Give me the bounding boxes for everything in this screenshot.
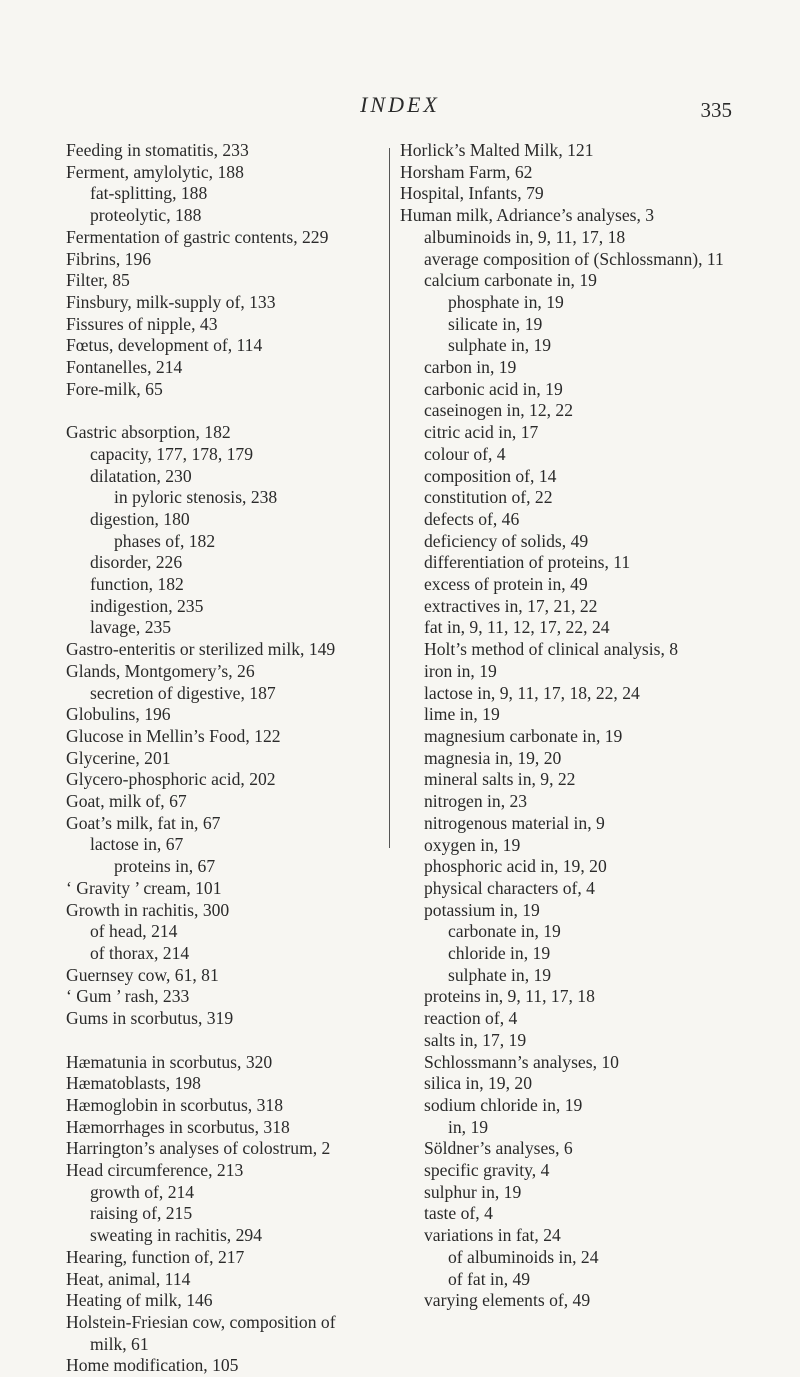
index-entry: citric acid in, 17 xyxy=(424,422,539,443)
index-entry: Fore-milk, 65 xyxy=(66,378,163,399)
index-entry: of albuminoids in, 24 xyxy=(448,1246,599,1267)
index-entry: Fissures of nipple, 43 xyxy=(66,313,218,334)
index-entry: Fontanelles, 214 xyxy=(66,357,183,378)
index-entry: composition of, 14 xyxy=(424,465,557,486)
index-entry: differentiation of proteins, 11 xyxy=(424,552,631,573)
index-entry: dilatation, 230 xyxy=(90,465,192,486)
running-head: INDEX xyxy=(360,92,440,117)
index-entry: carbonic acid in, 19 xyxy=(424,378,563,399)
index-entry: capacity, 177, 178, 179 xyxy=(90,443,254,464)
index-entry: Harrington’s analyses of colostrum, 2 xyxy=(66,1138,331,1159)
index-entry: reaction of, 4 xyxy=(424,1008,518,1029)
index-entry: deficiency of solids, 49 xyxy=(424,530,589,551)
index-entry: Hæmatoblasts, 198 xyxy=(66,1073,201,1094)
index-entry: ‘ Gum ’ rash, 233 xyxy=(66,986,190,1007)
index-entry: silicate in, 19 xyxy=(448,313,543,334)
index-entry: of thorax, 214 xyxy=(90,943,190,963)
index-entry: magnesia in, 19, 20 xyxy=(424,747,562,768)
index-entry: Holstein-Friesian cow, composition of milk, 61 xyxy=(66,1311,336,1354)
index-entry: mineral salts in, 9, 22 xyxy=(424,769,576,790)
index-entry: disorder, 226 xyxy=(90,552,183,573)
index-entry: Hearing, function of, 217 xyxy=(66,1246,245,1267)
index-entry: fat in, 9, 11, 12, 17, 22, 24 xyxy=(424,617,610,638)
index-entry: Filter, 85 xyxy=(66,270,130,291)
index-entry: in pyloric stenosis, 238 xyxy=(114,487,278,508)
index-entry: lactose in, 9, 11, 17, 18, 22, 24 xyxy=(424,682,640,703)
index-entry: Guernsey cow, 61, 81 xyxy=(66,964,219,985)
index-entry: Glycero-phosphoric acid, 202 xyxy=(66,769,276,790)
index-entry: proteins in, 67 xyxy=(114,856,216,877)
index-entry: phosphate in, 19 xyxy=(448,291,564,312)
index-entry: Globulins, 196 xyxy=(66,704,171,725)
index-entry: Fermentation of gastric contents, 229 xyxy=(66,226,329,247)
index-entry: calcium carbonate in, 19 xyxy=(424,270,597,291)
index-entry: chloride in, 19 xyxy=(448,943,551,964)
index-entry: Gastro-enteritis or sterilized milk, 149 xyxy=(66,639,336,660)
section-gap xyxy=(66,400,376,422)
index-entry: sodium chloride in, 19 xyxy=(424,1094,583,1115)
index-entry: magnesium carbonate in, 19 xyxy=(424,725,623,746)
index-entry: Schlossmann’s analyses, 10 xyxy=(424,1051,619,1072)
index-entry: silica in, 19, 20 xyxy=(424,1073,532,1094)
index-entry: Head circumference, 213 xyxy=(66,1160,244,1181)
index-entry: lime in, 19 xyxy=(424,704,500,725)
index-column-left xyxy=(66,140,376,1377)
index-entry: albuminoids in, 9, 11, 17, 18 xyxy=(424,226,626,247)
index-entry: colour of, 4 xyxy=(424,443,506,464)
index-entry: Gums in scorbutus, 319 xyxy=(66,1008,234,1029)
index-entry: defects of, 46 xyxy=(424,508,520,529)
index-entry: iron in, 19 xyxy=(424,660,497,681)
index-entry: indigestion, 235 xyxy=(90,595,204,616)
index-entry: Hæmatunia in scorbutus, 320 xyxy=(66,1051,273,1072)
index-entry: nitrogenous material in, 9 xyxy=(424,812,605,833)
index-entry: Heating of milk, 146 xyxy=(66,1290,213,1311)
index-entry: carbonate in, 19 xyxy=(448,921,561,942)
index-entry: digestion, 180 xyxy=(90,508,190,529)
index-entry: phosphoric acid in, 19, 20 xyxy=(424,856,607,877)
index-entry: physical characters of, 4 xyxy=(424,877,595,898)
index-entry: extractives in, 17, 21, 22 xyxy=(424,595,598,616)
index-entry: Hospital, Infants, 79 xyxy=(400,183,544,204)
index-entry: function, 182 xyxy=(90,574,184,595)
index-entry: raising of, 215 xyxy=(90,1203,193,1224)
index-entry: of head, 214 xyxy=(90,921,178,942)
index-entry: Growth in rachitis, 300 xyxy=(66,899,230,920)
index-entry: variations in fat, 24 xyxy=(424,1225,561,1246)
index-entry: sulphate in, 19 xyxy=(448,335,552,356)
index-entry: lavage, 235 xyxy=(90,617,172,638)
index-entry: Horsham Farm, 62 xyxy=(400,161,533,182)
index-entry: caseinogen in, 12, 22 xyxy=(424,400,574,421)
column-divider xyxy=(389,148,390,848)
index-entry: of fat in, 49 xyxy=(448,1268,531,1289)
index-entry: taste of, 4 xyxy=(424,1203,493,1224)
index-entry: sulphate in, 19 xyxy=(448,964,552,985)
index-entry: Fœtus, development of, 114 xyxy=(66,335,263,356)
index-entry: Söldner’s analyses, 6 xyxy=(424,1138,573,1159)
section-gap xyxy=(66,1030,376,1052)
index-entry: sulphur in, 19 xyxy=(424,1181,522,1202)
index-entry: lactose in, 67 xyxy=(90,834,184,855)
index-entry: oxygen in, 19 xyxy=(424,834,521,855)
index-entry: Glycerine, 201 xyxy=(66,747,171,768)
index-entry: fat-splitting, 188 xyxy=(90,183,208,204)
index-entry: Home modification, 105 xyxy=(66,1355,239,1376)
page-number: 335 xyxy=(700,98,732,122)
index-entry: Hæmorrhages in scorbutus, 318 xyxy=(66,1116,290,1137)
index-entry: Holt’s method of clinical analysis, 8 xyxy=(424,639,679,660)
index-entry: Glands, Montgomery’s, 26 xyxy=(66,660,255,681)
index-entry: Hæmoglobin in scorbutus, 318 xyxy=(66,1094,283,1115)
index-entry: salts in, 17, 19 xyxy=(424,1029,527,1050)
index-entry: varying elements of, 49 xyxy=(424,1290,591,1311)
index-entry: Heat, animal, 114 xyxy=(66,1268,191,1289)
index-entry: proteolytic, 188 xyxy=(90,205,202,226)
index-entry: average composition of (Schlossmann), 11 xyxy=(424,248,724,269)
index-entry: proteins in, 9, 11, 17, 18 xyxy=(424,986,595,1007)
index-entry: Ferment, amylolytic, 188 xyxy=(66,161,244,182)
index-entry: Goat’s milk, fat in, 67 xyxy=(66,812,221,833)
index-entry: Horlick’s Malted Milk, 121 xyxy=(400,140,594,160)
index-entry: Finsbury, milk-supply of, 133 xyxy=(66,291,276,312)
index-entry: phases of, 182 xyxy=(114,530,216,551)
index-entry: growth of, 214 xyxy=(90,1181,195,1202)
index-entry: Goat, milk of, 67 xyxy=(66,791,187,812)
index-entry: potassium in, 19 xyxy=(424,899,540,920)
index-entry: sweating in rachitis, 294 xyxy=(90,1225,262,1246)
index-entry: Human milk, Adriance’s analyses, 3 xyxy=(400,205,655,226)
index-column-right xyxy=(400,140,732,1312)
index-entry: Glucose in Mellin’s Food, 122 xyxy=(66,725,281,746)
index-entry: nitrogen in, 23 xyxy=(424,791,528,812)
index-entry: carbon in, 19 xyxy=(424,357,517,378)
index-entry: Feeding in stomatitis, 233 xyxy=(66,140,249,160)
index-entry: Gastric absorption, 182 xyxy=(66,422,231,443)
index-entry: secretion of digestive, 187 xyxy=(90,682,276,703)
index-entry: in, 19 xyxy=(448,1116,489,1137)
index-entry: Fibrins, 196 xyxy=(66,248,152,269)
index-entry: specific gravity, 4 xyxy=(424,1160,550,1181)
index-entry: constitution of, 22 xyxy=(424,487,553,508)
index-entry: ‘ Gravity ’ cream, 101 xyxy=(66,877,222,898)
index-entry: excess of protein in, 49 xyxy=(424,574,588,595)
page-header xyxy=(0,92,800,124)
